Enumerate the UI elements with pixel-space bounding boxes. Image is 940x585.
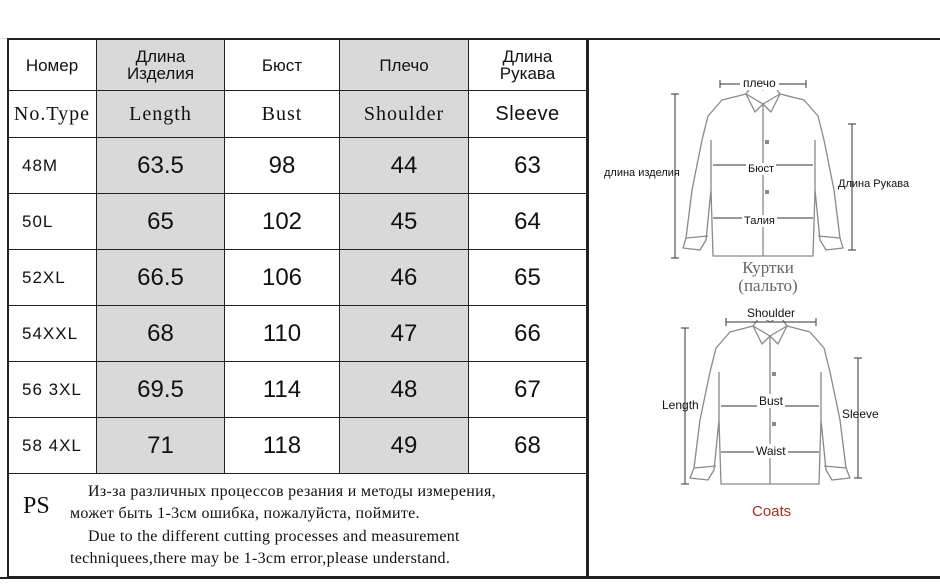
table-row: [8, 306, 587, 362]
shoulder-value: 45: [340, 194, 469, 250]
header-length-en: Length: [97, 91, 225, 138]
header-row-ru: [8, 40, 587, 91]
bust-value: 114: [225, 362, 340, 418]
header-bust-ru: Бюст: [225, 40, 340, 91]
diagram-ru-shoulder: плечо: [740, 76, 779, 90]
shoulder-value: 49: [340, 418, 469, 474]
header-row-en: [8, 91, 587, 138]
bottom-border: [0, 577, 940, 579]
length-value: 66.5: [97, 250, 225, 306]
note-ru-line1: Из-за различных процессов резания и методы измерения,: [88, 483, 496, 500]
size-table: [7, 39, 587, 474]
length-value: 71: [97, 418, 225, 474]
diagram-ru-bust: Бюст: [748, 163, 775, 175]
header-type-en: No.Type: [8, 91, 97, 138]
diagram-ru-waist: Талия: [744, 215, 775, 227]
header-sleeve-en: Sleeve: [469, 91, 587, 138]
size-type: 56 3XL: [8, 362, 97, 418]
top-bar: [0, 0, 940, 39]
header-sleeve-ru: Длина Рукава: [469, 40, 587, 91]
diagram-en-caption: Coats: [752, 503, 792, 520]
length-value: 68: [97, 306, 225, 362]
diagram-en-sleeve: Sleeve: [842, 407, 879, 421]
length-value: 65: [97, 194, 225, 250]
size-type: 52XL: [8, 250, 97, 306]
size-type: 54XXL: [8, 306, 97, 362]
diagram-en-shoulder: Shoulder: [744, 306, 798, 320]
bust-value: 106: [225, 250, 340, 306]
diagram-ru-caption: Куртки (пальто): [738, 258, 798, 295]
shoulder-value: 46: [340, 250, 469, 306]
sleeve-value: 68: [469, 418, 587, 474]
header-length-ru: Длина Изделия: [97, 40, 225, 91]
header-shoulder-en: Shoulder: [340, 91, 469, 138]
table-row: [8, 250, 587, 306]
sleeve-value: 66: [469, 306, 587, 362]
sleeve-value: 67: [469, 362, 587, 418]
header-bust-en: Bust: [225, 91, 340, 138]
diagram-en-waist: Waist: [756, 444, 786, 458]
size-type: 48M: [8, 138, 97, 194]
sleeve-value: 64: [469, 194, 587, 250]
panel-divider: [586, 38, 589, 578]
length-value: 69.5: [97, 362, 225, 418]
length-value: 63.5: [97, 138, 225, 194]
note-ru-line2: может быть 1-3см ошибка, пожалуйста, поймите.: [70, 505, 420, 522]
ps-label: PS: [23, 493, 50, 519]
table-row: [8, 194, 587, 250]
diagram-en-bust: Bust: [759, 394, 784, 408]
diagram-ru-length: длина изделия: [604, 167, 680, 179]
shoulder-value: 47: [340, 306, 469, 362]
note-en-line1: Due to the different cutting processes and measurement: [88, 528, 460, 545]
header-shoulder-ru: Плечо: [340, 40, 469, 91]
table-row: [8, 138, 587, 194]
bust-value: 110: [225, 306, 340, 362]
header-type-ru: Номер: [8, 40, 97, 91]
sleeve-value: 63: [469, 138, 587, 194]
table-row: [8, 362, 587, 418]
bust-value: 98: [225, 138, 340, 194]
diagram-ru-sleeve: Длина Рукава: [838, 178, 910, 190]
shoulder-value: 48: [340, 362, 469, 418]
measurement-note: [8, 479, 586, 577]
size-type: 58 4XL: [8, 418, 97, 474]
table-row: [8, 418, 587, 474]
note-en-line2: techniquees,there may be 1-3cm error,please understand.: [70, 550, 451, 567]
bust-value: 102: [225, 194, 340, 250]
sleeve-value: 65: [469, 250, 587, 306]
diagram-en-length: Length: [662, 398, 699, 412]
bust-value: 118: [225, 418, 340, 474]
size-type: 50L: [8, 194, 97, 250]
shoulder-value: 44: [340, 138, 469, 194]
